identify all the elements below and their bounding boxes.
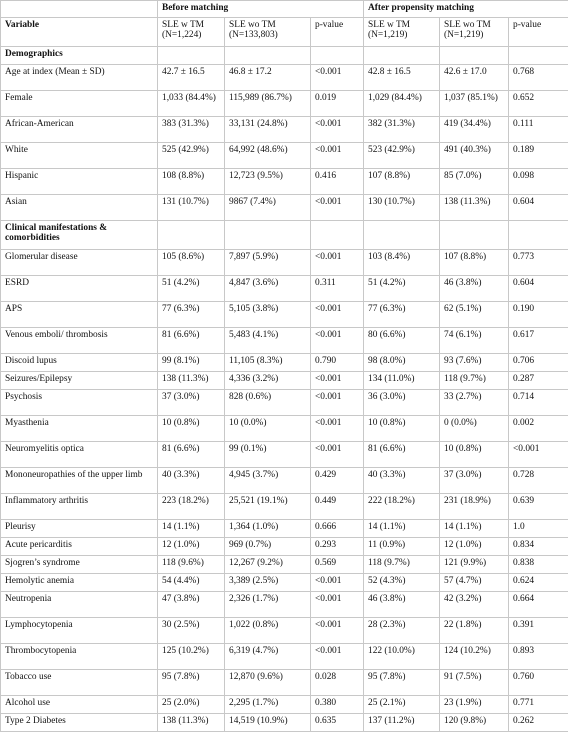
before-p-value-cell: 0.028	[311, 670, 364, 696]
before-sle-wo-tm-cell: 1,364 (1.0%)	[225, 520, 311, 538]
table-row	[1, 592, 568, 618]
after-sle-wo-tm-cell: 120 (9.8%)	[440, 714, 509, 732]
before-p-value-cell: 0.416	[311, 169, 364, 195]
after-sle-w-tm-cell: 134 (11.0%)	[364, 372, 440, 390]
after-sle-wo-tm-cell: 419 (34.4%)	[440, 117, 509, 143]
empty-cell	[311, 221, 364, 250]
before-p-value-cell: <0.001	[311, 195, 364, 221]
after-sle-w-tm-cell: 523 (42.9%)	[364, 143, 440, 169]
group-header-before-matching: Before matching	[158, 1, 364, 18]
after-p-value-cell: 0.639	[509, 494, 568, 520]
after-sle-wo-tm-cell: 231 (18.9%)	[440, 494, 509, 520]
after-sle-w-tm-cell: 222 (18.2%)	[364, 494, 440, 520]
table-row	[1, 538, 568, 556]
before-sle-wo-tm-cell: 4,847 (3.6%)	[225, 276, 311, 302]
after-sle-wo-tm-cell: 91 (7.5%)	[440, 670, 509, 696]
table-row	[1, 91, 568, 117]
before-sle-wo-tm-cell: 9867 (7.4%)	[225, 195, 311, 221]
after-p-value-cell: 0.652	[509, 91, 568, 117]
empty-cell	[225, 221, 311, 250]
before-sle-w-tm-cell: 14 (1.1%)	[158, 520, 225, 538]
before-sle-wo-tm-cell: 5,483 (4.1%)	[225, 328, 311, 354]
after-sle-w-tm-cell: 52 (4.3%)	[364, 574, 440, 592]
column-header-before-sle-w-tm: SLE w TM (N=1,224)	[158, 18, 225, 47]
variable-cell: Female	[1, 91, 158, 117]
before-p-value-cell: <0.001	[311, 143, 364, 169]
before-p-value-cell: <0.001	[311, 117, 364, 143]
before-sle-w-tm-cell: 81 (6.6%)	[158, 328, 225, 354]
before-sle-wo-tm-cell: 12,723 (9.5%)	[225, 169, 311, 195]
after-sle-wo-tm-cell: 107 (8.8%)	[440, 250, 509, 276]
after-p-value-cell: 0.287	[509, 372, 568, 390]
before-p-value-cell: <0.001	[311, 390, 364, 416]
table-row	[1, 494, 568, 520]
before-sle-wo-tm-cell: 14,519 (10.9%)	[225, 714, 311, 732]
empty-cell	[364, 221, 440, 250]
variable-cell: Discoid lupus	[1, 354, 158, 372]
empty-cell	[364, 47, 440, 65]
before-p-value-cell: 0.311	[311, 276, 364, 302]
variable-cell: Lymphocytopenia	[1, 618, 158, 644]
after-sle-wo-tm-cell: 12 (1.0%)	[440, 538, 509, 556]
before-sle-w-tm-cell: 1,033 (84.4%)	[158, 91, 225, 117]
section-label-demographics: Demographics	[1, 47, 158, 65]
variable-cell: Glomerular disease	[1, 250, 158, 276]
after-sle-wo-tm-cell: 42.6 ± 17.0	[440, 65, 509, 91]
table-row	[1, 390, 568, 416]
before-sle-wo-tm-cell: 33,131 (24.8%)	[225, 117, 311, 143]
after-sle-w-tm-cell: 51 (4.2%)	[364, 276, 440, 302]
after-sle-w-tm-cell: 122 (10.0%)	[364, 644, 440, 670]
after-p-value-cell: 0.771	[509, 696, 568, 714]
table-row	[1, 556, 568, 574]
before-p-value-cell: <0.001	[311, 644, 364, 670]
before-p-value-cell: <0.001	[311, 618, 364, 644]
table-row	[1, 644, 568, 670]
before-sle-w-tm-cell: 118 (9.6%)	[158, 556, 225, 574]
after-p-value-cell: 0.664	[509, 592, 568, 618]
empty-cell	[311, 47, 364, 65]
before-p-value-cell: <0.001	[311, 65, 364, 91]
variable-cell: White	[1, 143, 158, 169]
after-p-value-cell: <0.001	[509, 442, 568, 468]
variable-cell: Neutropenia	[1, 592, 158, 618]
after-sle-w-tm-cell: 11 (0.9%)	[364, 538, 440, 556]
column-header-variable: Variable	[1, 18, 158, 47]
variable-cell: Sjogren’s syndrome	[1, 556, 158, 574]
after-p-value-cell: 0.604	[509, 276, 568, 302]
variable-cell: Acute pericarditis	[1, 538, 158, 556]
variable-cell: Psychosis	[1, 390, 158, 416]
before-sle-wo-tm-cell: 4,945 (3.7%)	[225, 468, 311, 494]
before-p-value-cell: <0.001	[311, 442, 364, 468]
after-sle-wo-tm-cell: 138 (11.3%)	[440, 195, 509, 221]
after-sle-wo-tm-cell: 23 (1.9%)	[440, 696, 509, 714]
before-sle-wo-tm-cell: 11,105 (8.3%)	[225, 354, 311, 372]
variable-cell: Mononeuropathies of the upper limb	[1, 468, 158, 494]
before-sle-wo-tm-cell: 828 (0.6%)	[225, 390, 311, 416]
variable-cell: Thrombocytopenia	[1, 644, 158, 670]
after-p-value-cell: 0.838	[509, 556, 568, 574]
before-sle-w-tm-cell: 37 (3.0%)	[158, 390, 225, 416]
before-p-value-cell: <0.001	[311, 372, 364, 390]
after-sle-w-tm-cell: 382 (31.3%)	[364, 117, 440, 143]
before-sle-wo-tm-cell: 969 (0.7%)	[225, 538, 311, 556]
table-row	[1, 416, 568, 442]
after-sle-w-tm-cell: 46 (3.8%)	[364, 592, 440, 618]
after-sle-w-tm-cell: 77 (6.3%)	[364, 302, 440, 328]
before-p-value-cell: 0.429	[311, 468, 364, 494]
after-sle-wo-tm-cell: 10 (0.8%)	[440, 442, 509, 468]
after-sle-w-tm-cell: 25 (2.1%)	[364, 696, 440, 714]
before-sle-w-tm-cell: 125 (10.2%)	[158, 644, 225, 670]
empty-cell	[158, 221, 225, 250]
before-p-value-cell: <0.001	[311, 416, 364, 442]
after-p-value-cell: 0.768	[509, 65, 568, 91]
before-p-value-cell: <0.001	[311, 574, 364, 592]
before-sle-w-tm-cell: 383 (31.3%)	[158, 117, 225, 143]
after-sle-w-tm-cell: 137 (11.2%)	[364, 714, 440, 732]
before-p-value-cell: <0.001	[311, 592, 364, 618]
after-sle-w-tm-cell: 28 (2.3%)	[364, 618, 440, 644]
after-sle-w-tm-cell: 81 (6.6%)	[364, 442, 440, 468]
before-sle-w-tm-cell: 25 (2.0%)	[158, 696, 225, 714]
before-sle-w-tm-cell: 138 (11.3%)	[158, 372, 225, 390]
column-header-after-sle-wo-tm: SLE wo TM (N=1,219)	[440, 18, 509, 47]
after-sle-wo-tm-cell: 121 (9.9%)	[440, 556, 509, 574]
before-sle-w-tm-cell: 77 (6.3%)	[158, 302, 225, 328]
before-sle-w-tm-cell: 223 (18.2%)	[158, 494, 225, 520]
variable-cell: Seizures/Epilepsy	[1, 372, 158, 390]
after-p-value-cell: 0.834	[509, 538, 568, 556]
table-row	[1, 250, 568, 276]
before-sle-w-tm-cell: 54 (4.4%)	[158, 574, 225, 592]
table-row	[1, 670, 568, 696]
after-sle-w-tm-cell: 14 (1.1%)	[364, 520, 440, 538]
table-row	[1, 117, 568, 143]
before-p-value-cell: 0.380	[311, 696, 364, 714]
after-sle-wo-tm-cell: 0 (0.0%)	[440, 416, 509, 442]
before-sle-w-tm-cell: 51 (4.2%)	[158, 276, 225, 302]
empty-cell	[440, 47, 509, 65]
before-p-value-cell: 0.019	[311, 91, 364, 117]
variable-cell: African-American	[1, 117, 158, 143]
before-sle-w-tm-cell: 108 (8.8%)	[158, 169, 225, 195]
after-sle-wo-tm-cell: 62 (5.1%)	[440, 302, 509, 328]
before-sle-wo-tm-cell: 12,267 (9.2%)	[225, 556, 311, 574]
before-sle-w-tm-cell: 105 (8.6%)	[158, 250, 225, 276]
after-sle-w-tm-cell: 10 (0.8%)	[364, 416, 440, 442]
after-p-value-cell: 0.604	[509, 195, 568, 221]
table-row	[1, 574, 568, 592]
table-row	[1, 520, 568, 538]
table-row	[1, 195, 568, 221]
before-sle-wo-tm-cell: 12,870 (9.6%)	[225, 670, 311, 696]
group-header-variable	[1, 1, 158, 18]
before-sle-wo-tm-cell: 6,319 (4.7%)	[225, 644, 311, 670]
table-row	[1, 354, 568, 372]
table-row	[1, 302, 568, 328]
empty-cell	[158, 47, 225, 65]
after-p-value-cell: 0.262	[509, 714, 568, 732]
table-row	[1, 442, 568, 468]
variable-cell: Inflammatory arthritis	[1, 494, 158, 520]
before-sle-w-tm-cell: 10 (0.8%)	[158, 416, 225, 442]
before-sle-wo-tm-cell: 7,897 (5.9%)	[225, 250, 311, 276]
before-sle-w-tm-cell: 40 (3.3%)	[158, 468, 225, 494]
variable-cell: Age at index (Mean ± SD)	[1, 65, 158, 91]
variable-cell: Myasthenia	[1, 416, 158, 442]
after-sle-w-tm-cell: 36 (3.0%)	[364, 390, 440, 416]
variable-cell: Type 2 Diabetes	[1, 714, 158, 732]
table-row	[1, 276, 568, 302]
variable-cell: Neuromyelitis optica	[1, 442, 158, 468]
after-sle-w-tm-cell: 40 (3.3%)	[364, 468, 440, 494]
after-sle-w-tm-cell: 1,029 (84.4%)	[364, 91, 440, 117]
after-p-value-cell: 0.760	[509, 670, 568, 696]
empty-cell	[509, 47, 568, 65]
before-p-value-cell: 0.293	[311, 538, 364, 556]
table-row	[1, 618, 568, 644]
column-header-before-p-value: p-value	[311, 18, 364, 47]
table-row	[1, 714, 568, 732]
column-header-row	[1, 18, 568, 47]
after-sle-w-tm-cell: 42.8 ± 16.5	[364, 65, 440, 91]
after-sle-wo-tm-cell: 33 (2.7%)	[440, 390, 509, 416]
before-p-value-cell: 0.569	[311, 556, 364, 574]
before-p-value-cell: <0.001	[311, 328, 364, 354]
before-sle-wo-tm-cell: 46.8 ± 17.2	[225, 65, 311, 91]
table-row	[1, 328, 568, 354]
after-sle-wo-tm-cell: 22 (1.8%)	[440, 618, 509, 644]
after-sle-wo-tm-cell: 14 (1.1%)	[440, 520, 509, 538]
before-p-value-cell: 0.449	[311, 494, 364, 520]
before-p-value-cell: <0.001	[311, 250, 364, 276]
before-sle-wo-tm-cell: 2,326 (1.7%)	[225, 592, 311, 618]
group-header-row	[1, 1, 568, 18]
table-row	[1, 372, 568, 390]
after-sle-wo-tm-cell: 118 (9.7%)	[440, 372, 509, 390]
before-p-value-cell: 0.666	[311, 520, 364, 538]
after-p-value-cell: 0.098	[509, 169, 568, 195]
after-p-value-cell: 0.391	[509, 618, 568, 644]
after-sle-wo-tm-cell: 85 (7.0%)	[440, 169, 509, 195]
before-sle-wo-tm-cell: 99 (0.1%)	[225, 442, 311, 468]
before-sle-w-tm-cell: 30 (2.5%)	[158, 618, 225, 644]
after-sle-w-tm-cell: 80 (6.6%)	[364, 328, 440, 354]
section-row	[1, 47, 568, 65]
before-p-value-cell: 0.790	[311, 354, 364, 372]
table-row	[1, 143, 568, 169]
table-row	[1, 169, 568, 195]
after-sle-wo-tm-cell: 74 (6.1%)	[440, 328, 509, 354]
before-sle-w-tm-cell: 131 (10.7%)	[158, 195, 225, 221]
after-p-value-cell: 1.0	[509, 520, 568, 538]
variable-cell: ESRD	[1, 276, 158, 302]
before-sle-wo-tm-cell: 115,989 (86.7%)	[225, 91, 311, 117]
after-sle-wo-tm-cell: 46 (3.8%)	[440, 276, 509, 302]
before-sle-wo-tm-cell: 10 (0.0%)	[225, 416, 311, 442]
after-sle-w-tm-cell: 107 (8.8%)	[364, 169, 440, 195]
before-sle-wo-tm-cell: 1,022 (0.8%)	[225, 618, 311, 644]
section-row	[1, 221, 568, 250]
after-sle-wo-tm-cell: 124 (10.2%)	[440, 644, 509, 670]
variable-cell: Asian	[1, 195, 158, 221]
empty-cell	[440, 221, 509, 250]
variable-cell: Hispanic	[1, 169, 158, 195]
before-sle-w-tm-cell: 99 (8.1%)	[158, 354, 225, 372]
column-header-after-sle-w-tm: SLE w TM (N=1,219)	[364, 18, 440, 47]
before-sle-w-tm-cell: 81 (6.6%)	[158, 442, 225, 468]
after-sle-w-tm-cell: 103 (8.4%)	[364, 250, 440, 276]
before-sle-wo-tm-cell: 2,295 (1.7%)	[225, 696, 311, 714]
after-sle-wo-tm-cell: 37 (3.0%)	[440, 468, 509, 494]
empty-cell	[225, 47, 311, 65]
after-p-value-cell: 0.190	[509, 302, 568, 328]
after-sle-w-tm-cell: 95 (7.8%)	[364, 670, 440, 696]
variable-cell: APS	[1, 302, 158, 328]
after-p-value-cell: 0.617	[509, 328, 568, 354]
before-sle-wo-tm-cell: 25,521 (19.1%)	[225, 494, 311, 520]
after-p-value-cell: 0.773	[509, 250, 568, 276]
variable-cell: Pleurisy	[1, 520, 158, 538]
before-sle-wo-tm-cell: 3,389 (2.5%)	[225, 574, 311, 592]
empty-cell	[509, 221, 568, 250]
variable-cell: Venous emboli/ thrombosis	[1, 328, 158, 354]
group-header-after-matching: After propensity matching	[364, 1, 568, 18]
variable-cell: Hemolytic anemia	[1, 574, 158, 592]
after-sle-w-tm-cell: 130 (10.7%)	[364, 195, 440, 221]
after-sle-wo-tm-cell: 42 (3.2%)	[440, 592, 509, 618]
before-sle-w-tm-cell: 525 (42.9%)	[158, 143, 225, 169]
after-sle-wo-tm-cell: 491 (40.3%)	[440, 143, 509, 169]
after-p-value-cell: 0.714	[509, 390, 568, 416]
after-p-value-cell: 0.624	[509, 574, 568, 592]
after-p-value-cell: 0.706	[509, 354, 568, 372]
before-sle-w-tm-cell: 12 (1.0%)	[158, 538, 225, 556]
before-sle-wo-tm-cell: 4,336 (3.2%)	[225, 372, 311, 390]
variable-cell: Alcohol use	[1, 696, 158, 714]
after-p-value-cell: 0.111	[509, 117, 568, 143]
before-p-value-cell: 0.635	[311, 714, 364, 732]
before-sle-w-tm-cell: 47 (3.8%)	[158, 592, 225, 618]
before-sle-wo-tm-cell: 64,992 (48.6%)	[225, 143, 311, 169]
after-p-value-cell: 0.728	[509, 468, 568, 494]
table-row	[1, 696, 568, 714]
after-p-value-cell: 0.189	[509, 143, 568, 169]
section-label-clinical: Clinical manifestations & comorbidities	[1, 221, 158, 250]
after-p-value-cell: 0.893	[509, 644, 568, 670]
after-p-value-cell: 0.002	[509, 416, 568, 442]
before-sle-w-tm-cell: 42.7 ± 16.5	[158, 65, 225, 91]
after-sle-wo-tm-cell: 1,037 (85.1%)	[440, 91, 509, 117]
after-sle-wo-tm-cell: 93 (7.6%)	[440, 354, 509, 372]
table-body	[1, 47, 568, 732]
before-p-value-cell: <0.001	[311, 302, 364, 328]
before-sle-w-tm-cell: 138 (11.3%)	[158, 714, 225, 732]
after-sle-wo-tm-cell: 57 (4.7%)	[440, 574, 509, 592]
after-sle-w-tm-cell: 98 (8.0%)	[364, 354, 440, 372]
table-row	[1, 468, 568, 494]
before-sle-wo-tm-cell: 5,105 (3.8%)	[225, 302, 311, 328]
after-sle-w-tm-cell: 118 (9.7%)	[364, 556, 440, 574]
column-header-before-sle-wo-tm: SLE wo TM (N=133,803)	[225, 18, 311, 47]
column-header-after-p-value: p-value	[509, 18, 568, 47]
before-sle-w-tm-cell: 95 (7.8%)	[158, 670, 225, 696]
table-row	[1, 65, 568, 91]
variable-cell: Tobacco use	[1, 670, 158, 696]
